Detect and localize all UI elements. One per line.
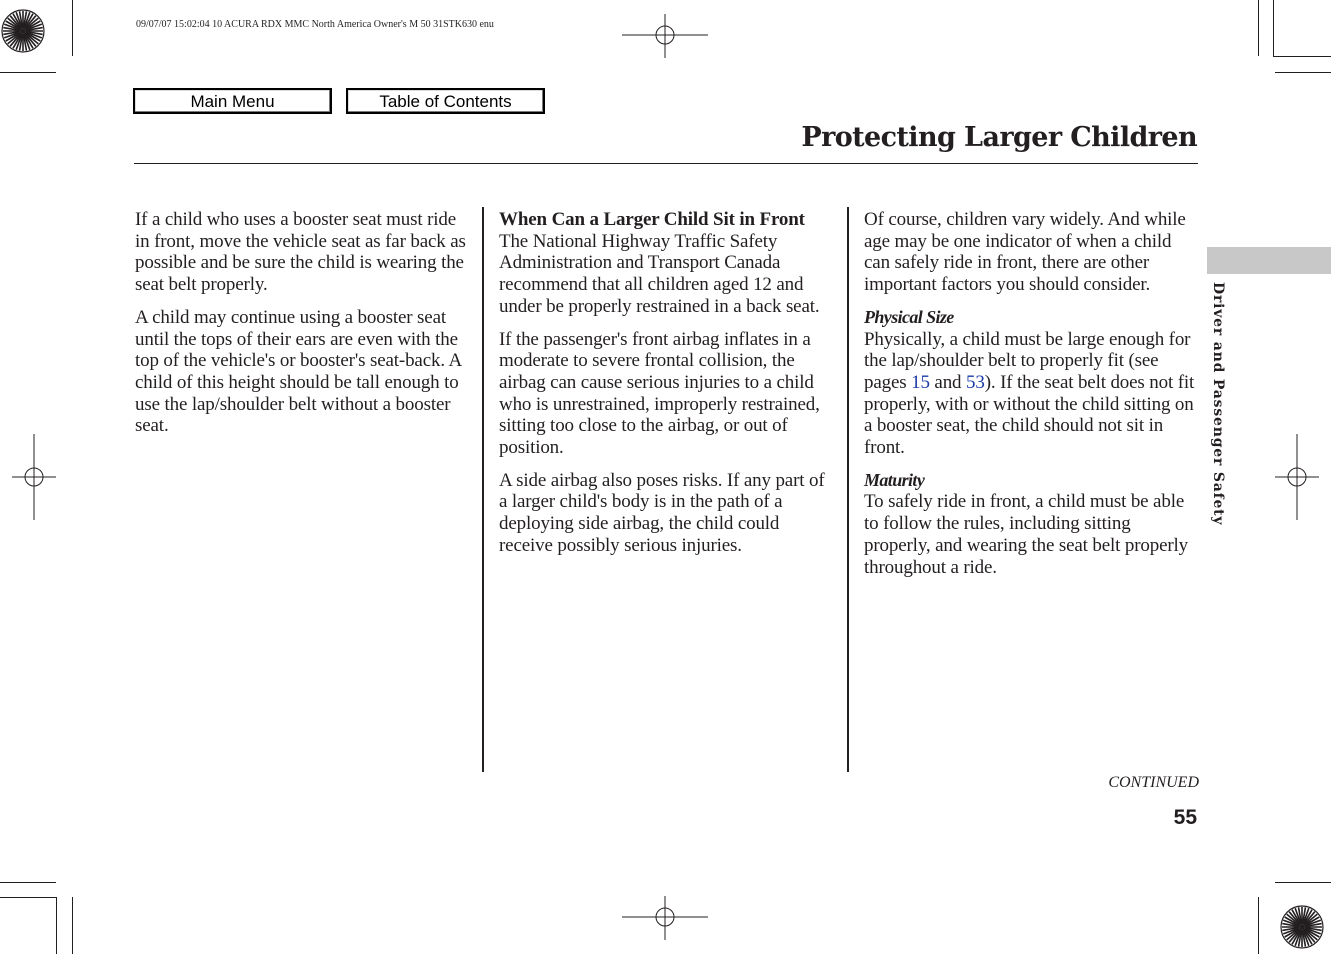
paragraph: A child may continue using a booster seat until the tops of their ears are even with the top of the vehicle's or booster's seat-back. A child of this height should be tall enough to use the lap/shoulder belt without a booster seat. [135, 306, 462, 437]
page-title: Protecting Larger Children [801, 122, 1197, 153]
paragraph: A side airbag also poses risks. If any part of a larger child's body is in the path of a deploying side airbag, the child could receive possibly serious injuries. [499, 469, 825, 556]
text-run: ). If the seat belt does not fit properly, with or without the child sitting on a booster seat, the child should not sit in front. [864, 371, 1195, 459]
title-rule [134, 163, 1198, 164]
paragraph: Of course, children vary widely. And while age may be one indicator of when a child can safely ride in front, there are other important factors you should consider. [864, 209, 1186, 296]
paragraph: If a child who uses a booster seat must ride in front, move the vehicle seat as far back as possible and be sure the child is wearing the seat belt properly. [135, 209, 466, 296]
text-run: Physically, a child must be large enough for the lap/shoulder belt to properly fit (see pages [864, 328, 1191, 393]
page-link-53[interactable]: 53 [966, 371, 985, 393]
registration-mark-icon [622, 896, 708, 940]
crop-mark [56, 897, 57, 954]
crop-mark [1258, 0, 1259, 56]
crop-mark [1258, 897, 1259, 954]
left-column [135, 209, 470, 448]
starburst-mark-icon [1279, 904, 1325, 950]
registration-mark-icon [12, 434, 56, 520]
page-number: 55 [1173, 806, 1197, 829]
registration-mark-icon [622, 14, 708, 58]
paragraph: To safely ride in front, a child must be able to follow the rules, including sitting properly, and wearing the seat belt properly throughout a ride. [864, 491, 1189, 578]
crop-mark [72, 0, 73, 56]
paragraph: If the passenger's front airbag inflates in a moderate to severe frontal collision, the airbag can cause serious injuries to a child who is unrestrained, improperly restrained, sitting too close to the airbag, or out of position. [499, 328, 820, 459]
table-of-contents-button[interactable] [346, 88, 545, 114]
section-tab-label: Driver and Passenger Safety [1210, 282, 1226, 526]
subheading-physical-size: Physical Size [864, 306, 954, 327]
column-divider [482, 207, 484, 772]
main-menu-button[interactable] [133, 88, 332, 114]
registration-mark-icon [1275, 434, 1319, 520]
section-heading: When Can a Larger Child Sit in Front [499, 209, 805, 230]
continued-label: CONTINUED [1108, 774, 1199, 791]
crop-mark [72, 897, 73, 954]
subheading-maturity: Maturity [864, 469, 925, 490]
crop-mark [1275, 882, 1331, 883]
table-of-contents-label: Table of Contents [379, 92, 512, 111]
crop-mark [1275, 72, 1331, 73]
crop-mark [0, 882, 56, 883]
crop-mark [0, 72, 56, 73]
paragraph: The National Highway Traffic Safety Administration and Transport Canada recommend that all children aged 12 and under be properly restrained in a back seat. [499, 230, 820, 317]
main-menu-label: Main Menu [190, 92, 275, 111]
crop-mark [1273, 56, 1331, 57]
column-divider [847, 207, 849, 772]
crop-mark [0, 897, 56, 898]
text-run: and [929, 371, 967, 393]
right-column [864, 209, 1200, 589]
middle-column [499, 209, 834, 568]
paragraph [864, 329, 1200, 459]
page-link-15[interactable]: 15 [911, 371, 930, 393]
print-info: 09/07/07 15:02:04 10 ACURA RDX MMC North America Owner's M 50 31STK630 enu [136, 19, 494, 30]
crop-mark [1273, 0, 1274, 56]
section-tab[interactable] [1207, 247, 1331, 274]
starburst-mark-icon [0, 8, 46, 54]
